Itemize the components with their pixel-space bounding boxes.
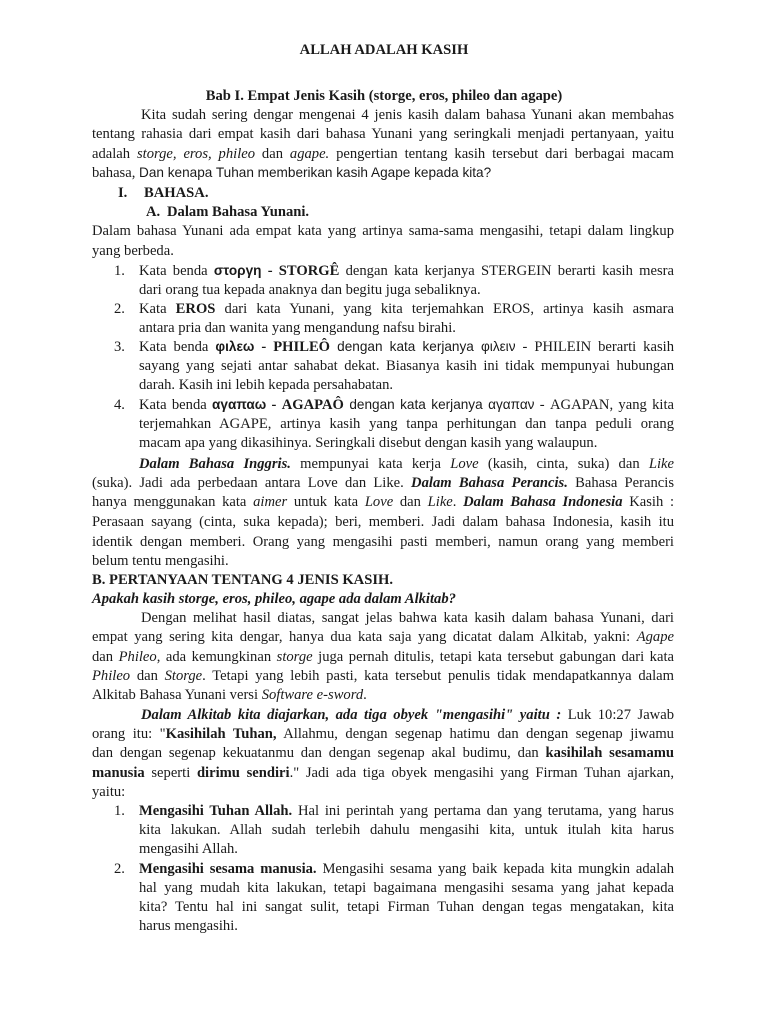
intro-line-2: tentang rahasia dari empat kasih dari bahasa Yunani yang seringkali menjadi pertanyaan, yaitu [92, 126, 674, 142]
inggris-line-2: (suka). Jadi ada perbedaan antara Love dan Like. Dalam Bahasa Perancis. Bahasa Perancis [92, 475, 674, 491]
list2-item-2-line-2: hal yang mudah kita lakukan, tetapi bagaimana mengasihi sesama yang jahat kepada [139, 880, 674, 896]
inggris-line-6: belum tentu mengasihi. [92, 553, 229, 569]
list1-item-1-line-1: Kata benda στοργη - STORGÊ dengan kata kerjanya STERGEIN berarti kasih mesra [139, 263, 674, 279]
intro-line-1: Kita sudah sering dengar mengenai 4 jenis kasih dalam bahasa Yunani akan membahas [141, 107, 674, 123]
alkitab-line-3: dan dengan segenap kekuatanmu dan dengan segenap akal budimu, dan kasihilah sesamamu [92, 745, 675, 761]
list2-num-1: 1. [114, 803, 125, 819]
list1-item-1-line-2: dari orang tua kepada anaknya dan begitu juga sebaliknya. [139, 282, 481, 298]
list1-item-3-line-1: Kata benda φιλεω - PHILEÔ dengan kata kerjanya φιλειν - PHILEIN berarti kasih [139, 339, 674, 355]
alkitab-line-2: orang itu: "Kasihilah Tuhan, Allahmu, dengan segenap hatimu dan dengan segenap jiwamu [92, 726, 674, 742]
analysis-line-1: Dengan melihat hasil diatas, sangat jelas bahwa kata kasih dalam bahasa Yunani, dari [141, 610, 674, 626]
analysis-line-4: Phileo dan Storge. Tetapi yang lebih pasti, kata tersebut penulis tidak mendapatkannya dalam [92, 668, 674, 684]
analysis-line-2: empat yang sering kita dengar, hanya dua kata saja yang dicatat dalam Alkitab, yakni: Agape [92, 629, 674, 645]
list1-item-4-line-1: Kata benda αγαπαω - AGAPAÔ dengan kata kerjanya αγαπαν - AGAPAN, yang kita [139, 397, 675, 413]
list2-item-2-line-4: harus mengasihi. [139, 918, 238, 934]
inggris-line-1: Dalam Bahasa Inggris. mempunyai kata kerja Love (kasih, cinta, suka) dan Like [139, 456, 675, 472]
document-title: ALLAH ADALAH KASIH [299, 42, 469, 58]
section-1-heading: I. BAHASA. [118, 185, 209, 201]
list1-num-1: 1. [114, 263, 125, 279]
list1-num-3: 3. [114, 339, 125, 355]
list2-item-2-line-3: kita? Tentu hal ini sangat sulit, tetapi Firman Tuhan dengan tegas mengatakan, kita [139, 899, 674, 915]
alkitab-line-4: manusia seperti dirimu sendiri." Jadi ada tiga obyek mengasihi yang Firman Tuhan ajarkan, [92, 765, 674, 781]
list1-num-4: 4. [114, 397, 125, 413]
list1-item-2-line-2: antara pria dan wanita yang mengandung nafsu birahi. [139, 320, 456, 336]
yunani-line-1: Dalam bahasa Yunani ada empat kata yang artinya sama-sama mengasihi, tetapi dalam lingkup [92, 223, 674, 239]
list1-item-4-line-3: macam apa yang dikasihinya. Seringkali disebut dengan kasih yang walaupun. [139, 435, 598, 451]
list2-item-1-line-1: Mengasihi Tuhan Allah. Hal ini perintah yang pertama dan yang terutama, yang harus [139, 803, 674, 819]
section-b-heading: B. PERTANYAAN TENTANG 4 JENIS KASIH. [92, 572, 394, 588]
analysis-line-5: Alkitab Bahasa Yunani versi Software e-sword. [92, 687, 367, 703]
inggris-line-4: Perasaan sayang (cinta, suka kepada); beri, memberi. Jadi dalam bahasa Indonesia, kasih itu [92, 514, 674, 530]
inggris-line-3: hanya menggunakan kata aimer untuk kata Love dan Like. Dalam Bahasa Indonesia Kasih : [92, 494, 675, 510]
analysis-line-3: dan Phileo, ada kemungkinan storge juga pernah ditulis, tetapi kata tersebut gabungan dari kata [92, 649, 674, 665]
list1-num-2: 2. [114, 301, 125, 317]
list2-item-1-line-2: kita lakukan. Allah sudah terlebih dahulu mengasihi kita, untuk itulah kita harus [139, 822, 674, 838]
list2-item-1-line-3: mengasihi Allah. [139, 841, 238, 857]
list1-item-3-line-3: darah. Kasih ini lebih kepada persahabatan. [139, 377, 394, 393]
alkitab-line-5: yaitu: [92, 784, 126, 800]
chapter-heading: Bab I. Empat Jenis Kasih (storge, eros, phileo dan agape) [205, 88, 563, 104]
intro-line-4: bahasa, Dan kenapa Tuhan memberikan kasih Agape kepada kita? [92, 165, 492, 181]
subsection-a-heading: A. Dalam Bahasa Yunani. [146, 204, 310, 220]
list2-item-2-line-1: Mengasihi sesama manusia. Mengasihi sesama yang baik kepada kita mungkin adalah [139, 861, 674, 877]
section-b-question: Apakah kasih storge, eros, phileo, agape ada dalam Alkitab? [92, 591, 456, 607]
list1-item-3-line-2: sayang yang sejati antar sahabat dekat. Biasanya kasih ini tidak mempunyai hubungan [139, 358, 674, 374]
list2-num-2: 2. [114, 861, 125, 877]
intro-line-3: adalah storge, eros, phileo dan agape. pengertian tentang kasih tersebut dari berbagai macam [92, 146, 674, 162]
list1-item-2-line-1: Kata EROS dari kata Yunani, yang kita terjemahkan EROS, artinya kasih asmara [139, 301, 674, 317]
alkitab-line-1: Dalam Alkitab kita diajarkan, ada tiga obyek "mengasihi" yaitu : Luk 10:27 Jawab [141, 707, 674, 723]
yunani-line-2: yang berbeda. [92, 243, 174, 259]
list1-item-4-line-2: terjemahkan AGAPE, artinya kasih yang tanpa perhitungan dan tanpa peduli orang [139, 416, 674, 432]
inggris-line-5: identik dengan memberi. Orang yang mengasihi pasti memberi, namun orang yang memberi [92, 534, 674, 550]
